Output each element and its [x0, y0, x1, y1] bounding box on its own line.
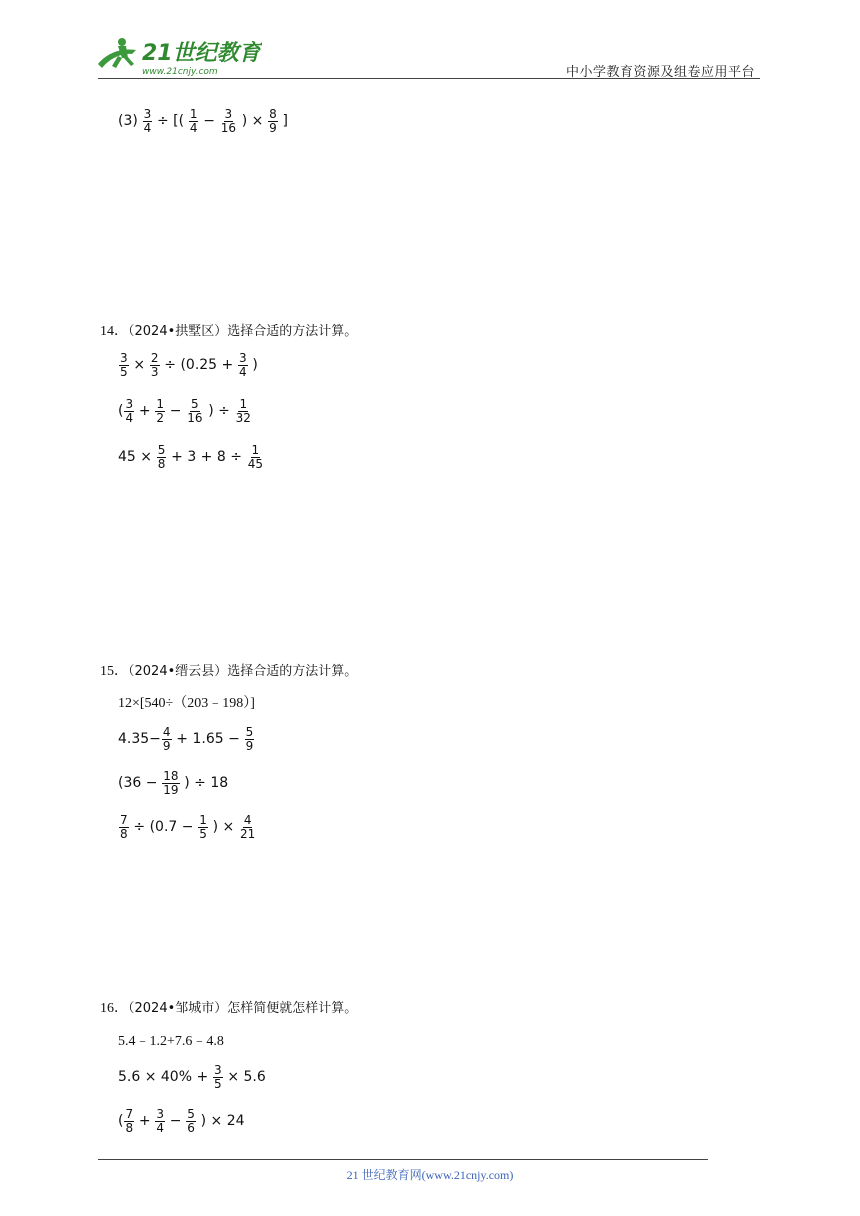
- expr-suffix: ): [252, 356, 258, 373]
- expr-prefix: 4.35−: [118, 730, 161, 747]
- question-14-title: [100, 320, 357, 340]
- operator: −: [169, 402, 182, 419]
- question-source: （2024•邹城市）: [128, 1001, 228, 1016]
- fraction: $\frac{8}{9}$: [269, 107, 277, 135]
- operator: −: [169, 1112, 182, 1129]
- question-number: 14．: [100, 324, 128, 339]
- operator: ×: [133, 356, 146, 373]
- question-number: 15．: [100, 664, 128, 679]
- fraction: $\frac{5}{16}$: [187, 397, 203, 425]
- operator: +: [138, 402, 151, 419]
- operator: ) ÷: [208, 402, 230, 419]
- q14-expression-3: [118, 444, 265, 471]
- fraction: $\frac{5}{8}$: [157, 443, 166, 471]
- fraction: $\frac{3}{16}$: [220, 107, 236, 135]
- question-prompt: 选择合适的方法计算。: [227, 664, 358, 679]
- fraction: $\frac{1}{5}$: [199, 813, 207, 841]
- question-prompt: 选择合适的方法计算。: [227, 324, 358, 339]
- question-source: （2024•拱墅区）: [128, 324, 228, 339]
- expr-prefix: (36 −: [118, 774, 158, 791]
- question-prompt: 怎样简便就怎样计算。: [227, 1001, 358, 1016]
- fraction: $\frac{3}{4}$: [156, 1107, 164, 1135]
- q16-expression-1: 5.4﹣1.2+7.6﹣4.8: [118, 1034, 224, 1049]
- expr-suffix: ) ÷ 18: [184, 774, 229, 791]
- header-platform-text: 中小学教育资源及组卷应用平台: [565, 64, 755, 79]
- q14-expression-2: [118, 398, 253, 425]
- question-source: （2024•缙云县）: [128, 664, 228, 679]
- expr-prefix: 45 ×: [118, 448, 152, 465]
- q14-expression-1: [118, 352, 258, 379]
- footer-divider: [98, 1159, 708, 1160]
- fraction: $\frac{3}{5}$: [120, 351, 128, 379]
- header-divider: [98, 78, 760, 79]
- expr-suffix: ]: [282, 112, 289, 129]
- operator: ) ×: [241, 112, 264, 129]
- operator: ÷ (0.7 −: [133, 818, 194, 835]
- expr-prefix: (: [118, 402, 124, 419]
- fraction: $\frac{5}{9}$: [245, 725, 254, 753]
- logo-url: www.21cnjy.com: [142, 67, 218, 77]
- expr-prefix: (: [118, 1112, 124, 1129]
- fraction: $\frac{4}{9}$: [162, 725, 171, 753]
- fraction: $\frac{7}{8}$: [125, 1107, 134, 1135]
- operator: ) ×: [212, 818, 235, 835]
- fraction: $\frac{3}{4}$: [143, 107, 152, 135]
- fraction: $\frac{3}{5}$: [213, 1063, 222, 1091]
- fraction: $\frac{18}{19}$: [163, 769, 179, 797]
- fraction: $\frac{1}{4}$: [189, 107, 198, 135]
- logo-title: 21世纪教育: [142, 41, 261, 66]
- fraction: $\frac{3}{4}$: [239, 351, 247, 379]
- fraction: $\frac{1}{45}$: [247, 443, 263, 471]
- footer-link[interactable]: 21 世纪教育网(www.21cnjy.com): [346, 1168, 514, 1182]
- fraction: $\frac{2}{3}$: [150, 351, 159, 379]
- operator: ÷ (0.25 +: [164, 356, 234, 373]
- fraction: $\frac{1}{2}$: [156, 397, 164, 425]
- operator: −: [203, 112, 215, 129]
- q16-expression-3: [118, 1108, 245, 1135]
- site-logo: [92, 34, 262, 78]
- fraction: $\frac{7}{8}$: [120, 813, 128, 841]
- q15-expression-4: [118, 814, 257, 841]
- q15-expression-2: [118, 726, 255, 753]
- expr-prefix: (3): [118, 112, 138, 129]
- q13-expression-3: [118, 108, 288, 135]
- fraction: $\frac{3}{4}$: [125, 397, 134, 425]
- question-number: 16．: [100, 1001, 128, 1016]
- operator: + 1.65 −: [176, 730, 240, 747]
- fraction: $\frac{5}{6}$: [187, 1107, 195, 1135]
- q15-expression-3: [118, 770, 228, 797]
- operator: + 3 + 8 ÷: [171, 448, 242, 465]
- fraction: $\frac{4}{21}$: [240, 813, 256, 841]
- operator: +: [138, 1112, 151, 1129]
- expr-prefix: 5.6 × 40% +: [118, 1068, 209, 1085]
- logo-graphic: [92, 34, 262, 78]
- q15-expression-1: 12×[540÷（203﹣198）]: [118, 696, 255, 711]
- expr-suffix: × 5.6: [227, 1068, 266, 1085]
- q16-expression-2: [118, 1064, 266, 1091]
- expr-suffix: ) × 24: [200, 1112, 245, 1129]
- operator: ÷ [(: [156, 112, 185, 129]
- question-16-title: [100, 997, 357, 1017]
- question-15-title: [100, 660, 357, 680]
- fraction: $\frac{1}{32}$: [235, 397, 251, 425]
